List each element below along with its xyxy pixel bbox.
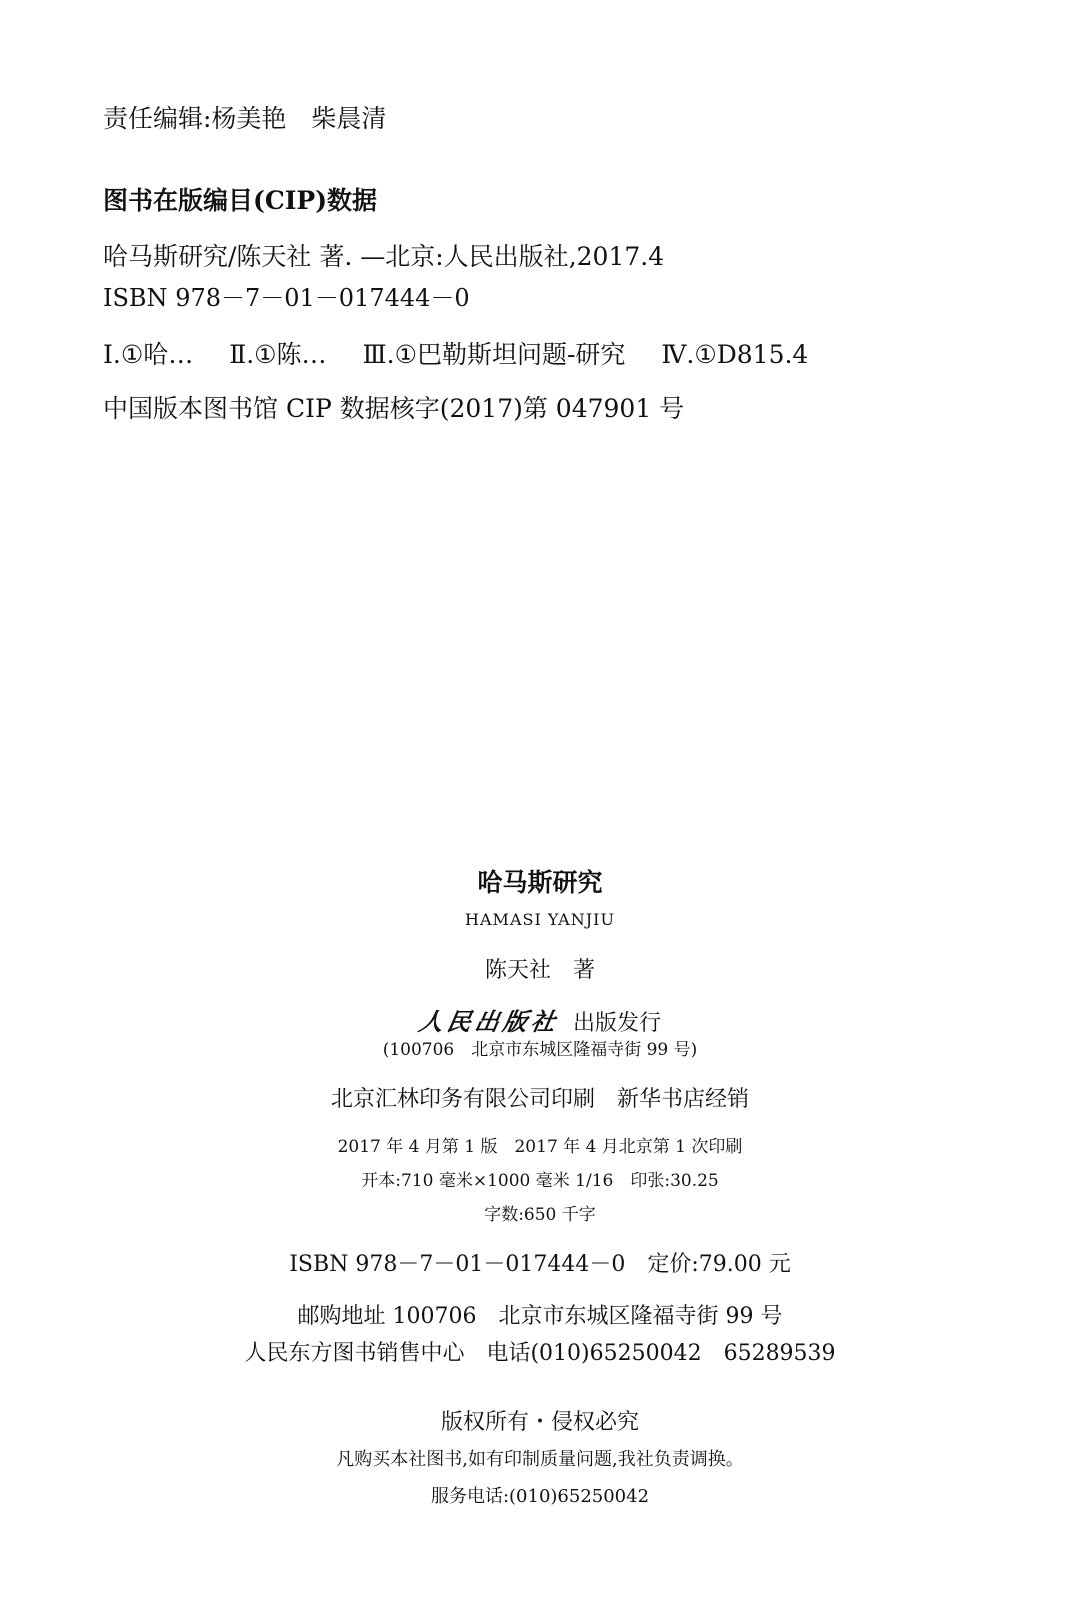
book-format: 开本:710 毫米×1000 毫米 1/16 印张:30.25: [361, 1171, 719, 1191]
mail-order-address: 邮购地址 100706 北京市东城区隆福寺街 99 号: [297, 1304, 783, 1329]
copyright-notice: 版权所有・侵权必究: [440, 1410, 639, 1435]
cip-record: 哈马斯研究/陈天社 著. —北京:人民出版社,2017.4: [103, 242, 665, 271]
cip-class-1: Ⅰ.①哈…: [103, 340, 194, 369]
cip-class-3: Ⅲ.①巴勒斯坦问题-研究: [362, 340, 626, 369]
publisher-logotype: 人民出版社: [416, 1007, 562, 1036]
edition-printing: 2017 年 4 月第 1 版 2017 年 4 月北京第 1 次印刷: [337, 1137, 743, 1157]
cip-isbn: ISBN 978－7－01－017444－0: [103, 284, 470, 312]
book-author: 陈天社 著: [484, 958, 595, 983]
sales-center-phone: 人民东方图书销售中心 电话(010)65250042 65289539: [244, 1341, 836, 1366]
cip-class-2: Ⅱ.①陈…: [229, 340, 327, 369]
service-phone: 服务电话:(010)65250042: [430, 1486, 650, 1507]
cip-core-number: 中国版本图书馆 CIP 数据核字(2017)第 047901 号: [103, 394, 685, 423]
replacement-notice: 凡购买本社图书,如有印制质量问题,我社负责调换。: [336, 1449, 744, 1470]
cip-heading: 图书在版编目(CIP)数据: [103, 186, 378, 215]
cip-class-4: Ⅳ.①D815.4: [661, 340, 809, 369]
book-title-pinyin: HAMASI YANJIU: [465, 910, 615, 929]
cip-classification: [103, 342, 808, 367]
publisher-address: (100706 北京市东城区隆福寺街 99 号): [382, 1040, 698, 1060]
printer-distributor: 北京汇林印务有限公司印刷 新华书店经销: [330, 1087, 749, 1112]
publisher-line: [0, 1007, 1080, 1036]
book-title: 哈马斯研究: [477, 868, 603, 897]
word-count: 字数:650 千字: [484, 1205, 596, 1225]
responsible-editors: 责任编辑:杨美艳 柴晨清: [103, 104, 387, 133]
publisher-role: 出版发行: [572, 1011, 661, 1036]
isbn-price: ISBN 978－7－01－017444－0 定价:79.00 元: [289, 1252, 791, 1277]
